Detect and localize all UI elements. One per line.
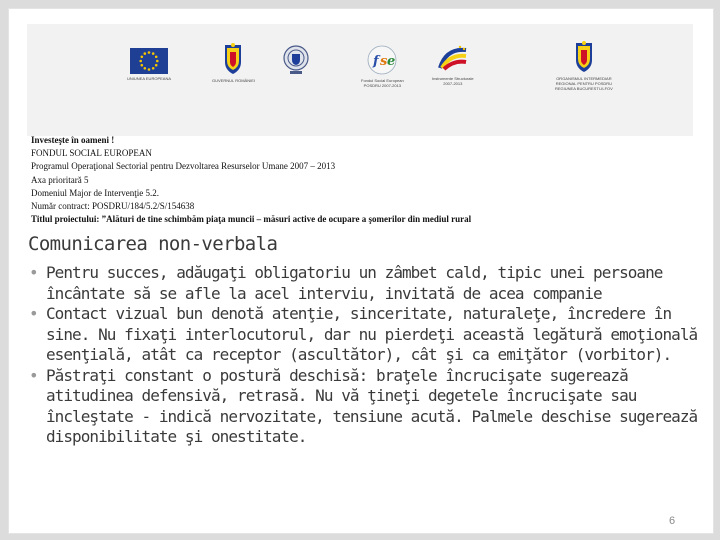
info-domain: Domeniul Major de Intervenţie 5.2.: [31, 187, 159, 198]
svg-text:s: s: [380, 54, 388, 69]
eu-flag-icon: [130, 48, 168, 74]
fse-caption-2: POSDRU 2007-2013: [363, 83, 402, 88]
ministry-emblem-icon: [283, 44, 309, 76]
coat-of-arms-icon: [572, 40, 596, 74]
fse-logo-icon: [365, 44, 399, 76]
oi-caption: ORGANISMUL INTERMEDIAR: [556, 76, 612, 81]
oi-posdru-logo: [555, 40, 613, 91]
bullet-list: [29, 263, 705, 448]
slide: [8, 8, 714, 534]
list-item: [29, 263, 705, 304]
info-fund: FONDUL SOCIAL EUROPEAN: [31, 148, 152, 159]
svg-text:e: e: [387, 54, 396, 69]
structural-instruments-logo: [432, 42, 474, 86]
fse-caption: Fondul Social European: [361, 78, 404, 83]
info-program: Programul Operaţional Sectorial pentru Dezvoltarea Resurselor Umane 2007 – 2013: [31, 161, 336, 172]
info-axis: Axa prioritară 5: [31, 174, 89, 185]
slide-title: Comunicarea non-verbala: [28, 233, 278, 255]
bullet-icon: •: [29, 263, 38, 282]
ro-coat-of-arms-logo: [212, 42, 255, 83]
list-item: [29, 304, 705, 366]
oi-caption-2: REGIONAL PENTRU POSDRU: [555, 81, 613, 86]
oi-caption-3: REGIUNEA BUCURESTI-ILFOV: [555, 86, 613, 91]
eu-flag-caption: UNIUNEA EUROPEANA: [127, 76, 172, 81]
structural-instruments-caption: Instrumente Structurale: [432, 76, 474, 81]
logo-band: [27, 24, 693, 136]
structural-instruments-caption-2: 2007-2013: [443, 81, 463, 86]
project-info: [31, 134, 471, 226]
info-project-title: Titlul proiectului: ”Alături de tine schimbăm piaţa muncii – măsuri active de ocupare a şomerilor din mediul rural: [31, 214, 472, 225]
svg-text:f: f: [373, 54, 379, 69]
ministry-emblem-logo: [283, 44, 309, 76]
structural-instruments-icon: [436, 42, 470, 74]
bullet-text: Pentru succes, adăugaţi obligatoriu un zâmbet cald, tipic unei persoane încântate să se afle la acel interviu, invitată de acea companie: [46, 263, 663, 303]
info-slogan: Investeşte în oameni !: [31, 135, 115, 145]
bullet-text: Contact vizual bun denotă atenţie, sinceritate, naturaleţe, încredere în sine. Nu fixaţi interlocutorul, dar nu pierdeţi această legătură emoţională esenţială, atât ca receptor (ascultător), cât şi ca emiţător (vorbitor).: [46, 304, 698, 364]
fse-logo: [361, 44, 404, 88]
bullet-icon: •: [29, 304, 38, 323]
info-contract: Număr contract: POSDRU/184/5.2/S/154638: [31, 201, 195, 212]
page-number: 6: [669, 515, 676, 527]
list-item: [29, 366, 705, 448]
bullet-icon: •: [29, 365, 38, 385]
bullet-text: Păstraţi constant o postură deschisă: braţele încrucişate sugerează atitudinea defensivă, retrasă. Nu vă ţineţi degetele încrucişate sau încleştate - indică nervozitate, tensiune acută. Palmele deschise sugerează disponibilitate şi onestitate.: [46, 365, 698, 446]
eu-flag-logo: [127, 48, 171, 81]
coat-of-arms-icon: [221, 42, 245, 76]
ro-coat-of-arms-caption: GUVERNUL ROMÂNIEI: [212, 78, 255, 83]
